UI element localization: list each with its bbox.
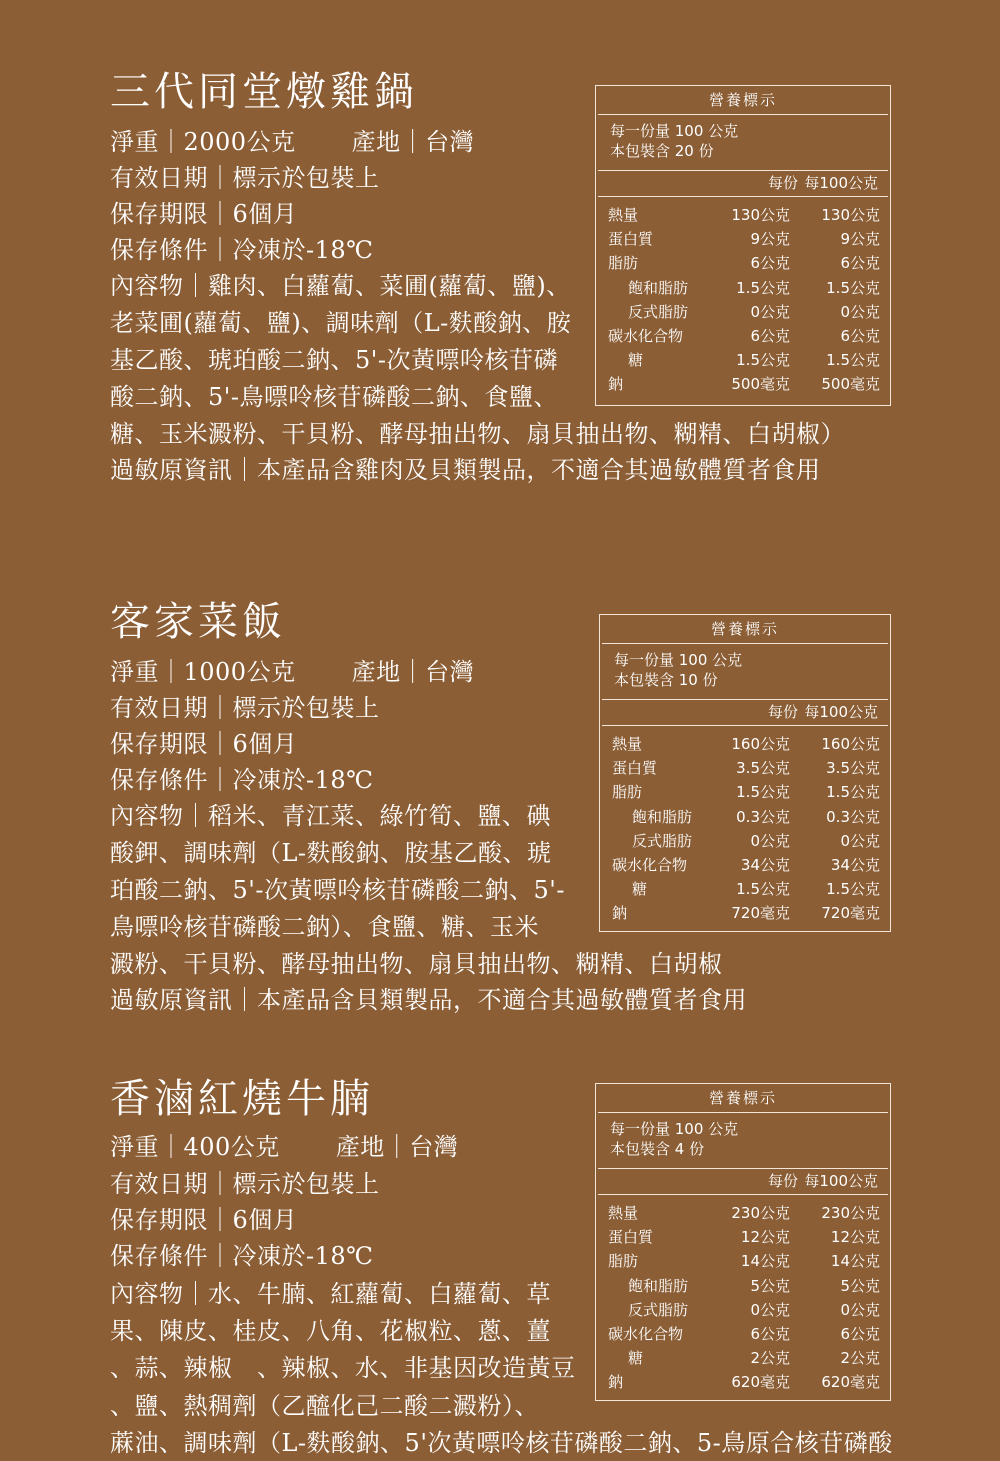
allergen-line bbox=[110, 982, 747, 1018]
nutrition-row bbox=[596, 372, 890, 396]
nutrition-row bbox=[596, 348, 890, 372]
per-100g-value: 0公克 bbox=[840, 1300, 880, 1319]
serving-info bbox=[598, 115, 888, 171]
per-100g-value: 1.5公克 bbox=[826, 278, 880, 297]
nutrient-name: 飽和脂肪 bbox=[628, 1276, 689, 1295]
contents-label: 內容物｜ bbox=[110, 272, 208, 300]
storage-label: 保存條件｜ bbox=[110, 766, 233, 794]
origin-label: 產地｜ bbox=[335, 1133, 410, 1161]
allergen-text: 本產品含貝類製品，不適合其過敏體質者食用 bbox=[257, 986, 747, 1014]
per-serving-value: 1.5公克 bbox=[736, 278, 790, 297]
nutrient-name: 脂肪 bbox=[612, 783, 643, 802]
shelf-life-line bbox=[110, 196, 297, 232]
storage-line bbox=[110, 762, 374, 798]
nutrient-name: 反式脂肪 bbox=[628, 302, 689, 321]
per-100g-header: 每100公克 bbox=[804, 703, 878, 721]
per-serving-value: 14公克 bbox=[740, 1252, 790, 1271]
serving-info bbox=[602, 644, 888, 700]
nutrient-name: 碳水化合物 bbox=[608, 1324, 684, 1343]
nutrition-facts-table bbox=[595, 1083, 891, 1401]
nutrition-row bbox=[596, 1346, 890, 1370]
storage-label: 保存條件｜ bbox=[110, 1242, 233, 1270]
per-serving-header: 每份 bbox=[767, 174, 798, 192]
per-100g-value: 0.3公克 bbox=[826, 807, 880, 826]
net-weight-line bbox=[110, 1129, 458, 1165]
contents-label: 內容物｜ bbox=[110, 802, 208, 830]
per-serving-value: 0公克 bbox=[750, 1300, 790, 1319]
per-100g-value: 3.5公克 bbox=[826, 759, 880, 778]
nutrition-row bbox=[596, 1274, 890, 1298]
nutrition-header-row bbox=[602, 700, 888, 726]
per-100g-value: 130公克 bbox=[821, 206, 880, 224]
nutrition-row bbox=[596, 1201, 890, 1225]
contents-line bbox=[110, 798, 551, 834]
nutrition-row bbox=[600, 901, 890, 925]
contents-line: 基乙酸、琥珀酸二鈉、5'-次黃嘌呤核苷磷 bbox=[110, 346, 558, 374]
per-100g-value: 6公克 bbox=[840, 1324, 880, 1343]
allergen-label: 過敏原資訊｜ bbox=[110, 456, 257, 484]
contents-line: 酸二鈉、5'-鳥嘌呤核苷磷酸二鈉、食鹽、 bbox=[110, 383, 558, 411]
servings-per-package: 本包裝含 20 份 bbox=[610, 142, 714, 160]
per-serving-header: 每份 bbox=[767, 703, 798, 721]
nutrient-name: 飽和脂肪 bbox=[628, 278, 689, 297]
per-serving-value: 5公克 bbox=[750, 1276, 790, 1295]
storage-value: 冷凍於-18℃ bbox=[232, 766, 374, 794]
per-100g-value: 6公克 bbox=[840, 326, 880, 345]
per-100g-value: 720毫克 bbox=[821, 904, 880, 923]
per-serving-value: 3.5公克 bbox=[736, 759, 790, 778]
nutrient-name: 熱量 bbox=[608, 206, 639, 224]
nutrient-name: 碳水化合物 bbox=[608, 326, 684, 345]
nutrition-row bbox=[600, 756, 890, 780]
nutrient-name: 糖 bbox=[628, 1349, 644, 1368]
origin-label: 產地｜ bbox=[351, 128, 426, 156]
per-serving-value: 34公克 bbox=[740, 855, 790, 874]
per-serving-value: 1.5公克 bbox=[736, 880, 790, 899]
origin-label: 產地｜ bbox=[351, 658, 426, 686]
allergen-label: 過敏原資訊｜ bbox=[110, 986, 257, 1014]
nutrient-name: 蛋白質 bbox=[608, 230, 654, 249]
per-serving-value: 230公克 bbox=[731, 1204, 790, 1222]
net-weight-label: 淨重｜ bbox=[110, 128, 184, 156]
serving-info bbox=[598, 1113, 888, 1169]
per-100g-value: 1.5公克 bbox=[826, 351, 880, 370]
nutrition-row bbox=[596, 1249, 890, 1273]
per-100g-value: 12公克 bbox=[830, 1228, 880, 1247]
nutrition-row bbox=[596, 1322, 890, 1346]
nutrition-row bbox=[596, 324, 890, 348]
nutrient-name: 蛋白質 bbox=[608, 1228, 654, 1247]
nutrition-row bbox=[596, 1370, 890, 1394]
per-serving-value: 130公克 bbox=[731, 206, 790, 224]
product-title: 三代同堂燉雞鍋 bbox=[110, 69, 418, 115]
per-100g-value: 34公克 bbox=[830, 855, 880, 874]
nutrition-row bbox=[596, 1225, 890, 1249]
shelf-life-label: 保存期限｜ bbox=[110, 730, 233, 758]
nutrient-name: 鈉 bbox=[608, 1373, 624, 1392]
expiry-value: 標示於包裝上 bbox=[232, 1170, 380, 1198]
nutrition-title: 營養標示 bbox=[598, 1084, 888, 1113]
contents-line: 老菜圃(蘿蔔、鹽)、調味劑（L-麩酸鈉、胺 bbox=[110, 309, 572, 337]
nutrition-row bbox=[600, 732, 890, 756]
allergen-line bbox=[110, 452, 821, 488]
nutrient-name: 熱量 bbox=[608, 1204, 639, 1222]
nutrition-rows bbox=[596, 1195, 890, 1395]
nutrition-row bbox=[596, 300, 890, 324]
storage-value: 冷凍於-18℃ bbox=[232, 236, 374, 264]
per-serving-value: 6公克 bbox=[750, 254, 790, 273]
shelf-life-line bbox=[110, 726, 297, 762]
nutrition-facts-table bbox=[599, 614, 891, 932]
servings-per-package: 本包裝含 10 份 bbox=[614, 671, 718, 689]
contents-text: 稻米、青江菜、綠竹筍、鹽、碘 bbox=[208, 802, 551, 830]
per-serving-value: 12公克 bbox=[740, 1228, 790, 1247]
per-serving-value: 720毫克 bbox=[731, 904, 790, 923]
nutrient-name: 脂肪 bbox=[608, 1252, 639, 1271]
servings-per-package: 本包裝含 4 份 bbox=[610, 1140, 705, 1158]
per-100g-value: 160公克 bbox=[821, 735, 880, 753]
nutrition-row bbox=[596, 1298, 890, 1322]
per-serving-value: 6公克 bbox=[750, 1324, 790, 1343]
per-100g-header: 每100公克 bbox=[804, 1172, 878, 1190]
serving-size: 每一份量 100 公克 bbox=[610, 1120, 739, 1138]
net-weight-label: 淨重｜ bbox=[110, 658, 184, 686]
per-serving-value: 6公克 bbox=[750, 326, 790, 345]
shelf-life-value: 6個月 bbox=[232, 730, 298, 758]
net-weight-label: 淨重｜ bbox=[110, 1133, 184, 1161]
shelf-life-label: 保存期限｜ bbox=[110, 200, 233, 228]
per-serving-value: 0公克 bbox=[750, 302, 790, 321]
per-100g-value: 5公克 bbox=[840, 1276, 880, 1295]
shelf-life-value: 6個月 bbox=[232, 200, 298, 228]
per-100g-value: 14公克 bbox=[830, 1252, 880, 1271]
nutrient-name: 飽和脂肪 bbox=[632, 807, 693, 826]
nutrition-row bbox=[596, 251, 890, 275]
nutrient-name: 糖 bbox=[632, 880, 648, 899]
shelf-life-label: 保存期限｜ bbox=[110, 1206, 233, 1234]
nutrition-row bbox=[596, 227, 890, 251]
contents-line: 鳥嘌呤核苷磷酸二鈉）、食鹽、糖、玉米 bbox=[110, 913, 539, 941]
net-weight-value: 2000公克 bbox=[183, 128, 296, 156]
per-serving-value: 500毫克 bbox=[731, 375, 790, 394]
expiry-line bbox=[110, 690, 380, 726]
per-100g-value: 230公克 bbox=[821, 1204, 880, 1222]
per-serving-value: 1.5公克 bbox=[736, 351, 790, 370]
per-100g-value: 1.5公克 bbox=[826, 783, 880, 802]
product-title: 客家菜飯 bbox=[110, 599, 286, 645]
storage-line bbox=[110, 232, 374, 268]
per-100g-value: 500毫克 bbox=[821, 375, 880, 394]
nutrient-name: 鈉 bbox=[612, 904, 628, 923]
shelf-life-line bbox=[110, 1202, 297, 1238]
per-100g-value: 1.5公克 bbox=[826, 880, 880, 899]
nutrition-rows bbox=[600, 726, 890, 926]
expiry-value: 標示於包裝上 bbox=[232, 164, 380, 192]
per-100g-value: 6公克 bbox=[840, 254, 880, 273]
nutrition-facts-table bbox=[595, 85, 891, 406]
per-serving-value: 0公克 bbox=[750, 831, 790, 850]
per-serving-value: 9公克 bbox=[750, 230, 790, 249]
origin-value: 台灣 bbox=[409, 1133, 459, 1161]
contents-text: 水、牛腩、紅蘿蔔、白蘿蔔、草 bbox=[208, 1280, 551, 1308]
nutrient-name: 鈉 bbox=[608, 375, 624, 394]
per-100g-value: 0公克 bbox=[840, 831, 880, 850]
per-100g-value: 0公克 bbox=[840, 302, 880, 321]
expiry-line bbox=[110, 1166, 380, 1202]
net-weight-value: 1000公克 bbox=[183, 658, 296, 686]
nutrition-title: 營養標示 bbox=[598, 86, 888, 115]
nutrition-row bbox=[600, 853, 890, 877]
expiry-label: 有效日期｜ bbox=[110, 694, 233, 722]
per-100g-value: 620毫克 bbox=[821, 1373, 880, 1392]
nutrient-name: 反式脂肪 bbox=[628, 1300, 689, 1319]
nutrition-row bbox=[600, 829, 890, 853]
contents-line bbox=[110, 268, 571, 304]
nutrient-name: 蛋白質 bbox=[612, 759, 658, 778]
nutrient-name: 反式脂肪 bbox=[632, 831, 693, 850]
contents-line: 蔴油、調味劑（L-麩酸鈉、5'次黃嘌呤核苷磷酸二鈉、5-鳥原合核苷磷酸 bbox=[110, 1429, 893, 1457]
origin-value: 台灣 bbox=[425, 128, 475, 156]
nutrient-name: 脂肪 bbox=[608, 254, 639, 273]
per-serving-value: 160公克 bbox=[731, 735, 790, 753]
per-serving-value: 0.3公克 bbox=[736, 807, 790, 826]
per-100g-header: 每100公克 bbox=[804, 174, 878, 192]
contents-line: 澱粉、干貝粉、酵母抽出物、扇貝抽出物、糊精、白胡椒 bbox=[110, 950, 723, 978]
net-weight-line bbox=[110, 124, 474, 160]
nutrient-name: 碳水化合物 bbox=[612, 855, 688, 874]
storage-line bbox=[110, 1238, 374, 1274]
per-serving-value: 620毫克 bbox=[731, 1373, 790, 1392]
allergen-text: 本產品含雞肉及貝類製品，不適合其過敏體質者食用 bbox=[257, 456, 821, 484]
nutrient-name: 熱量 bbox=[612, 735, 643, 753]
nutrition-row bbox=[600, 805, 890, 829]
expiry-label: 有效日期｜ bbox=[110, 1170, 233, 1198]
per-100g-value: 9公克 bbox=[840, 230, 880, 249]
product-title: 香滷紅燒牛腩 bbox=[110, 1076, 374, 1122]
contents-text: 雞肉、白蘿蔔、菜圃(蘿蔔、鹽)、 bbox=[208, 272, 571, 300]
contents-line: 珀酸二鈉、5'-次黃嘌呤核苷磷酸二鈉、5'- bbox=[110, 876, 565, 904]
nutrition-header-row bbox=[598, 1169, 888, 1195]
shelf-life-value: 6個月 bbox=[232, 1206, 298, 1234]
per-serving-value: 2公克 bbox=[750, 1349, 790, 1368]
expiry-label: 有效日期｜ bbox=[110, 164, 233, 192]
storage-value: 冷凍於-18℃ bbox=[232, 1242, 374, 1270]
contents-label: 內容物｜ bbox=[110, 1280, 208, 1308]
expiry-line bbox=[110, 160, 380, 196]
nutrition-title: 營養標示 bbox=[602, 615, 888, 644]
serving-size: 每一份量 100 公克 bbox=[610, 122, 739, 140]
nutrition-row bbox=[600, 877, 890, 901]
serving-size: 每一份量 100 公克 bbox=[614, 651, 743, 669]
nutrition-row bbox=[596, 276, 890, 300]
nutrition-rows bbox=[596, 197, 890, 397]
contents-line: 酸鉀、調味劑（L-麩酸鈉、胺基乙酸、琥 bbox=[110, 839, 552, 867]
per-serving-value: 1.5公克 bbox=[736, 783, 790, 802]
nutrition-header-row bbox=[598, 171, 888, 197]
contents-line: 果、陳皮、桂皮、八角、花椒粒、蔥、薑 bbox=[110, 1317, 551, 1345]
contents-line bbox=[110, 1276, 551, 1312]
per-100g-value: 2公克 bbox=[840, 1349, 880, 1368]
origin-value: 台灣 bbox=[425, 658, 475, 686]
contents-line: 、鹽、熱稠劑（乙醯化己二酸二澱粉）、 bbox=[110, 1392, 539, 1420]
storage-label: 保存條件｜ bbox=[110, 236, 233, 264]
nutrient-name: 糖 bbox=[628, 351, 644, 370]
net-weight-line bbox=[110, 654, 474, 690]
per-serving-header: 每份 bbox=[767, 1172, 798, 1190]
contents-line: 糖、玉米澱粉、干貝粉、酵母抽出物、扇貝抽出物、糊精、白胡椒） bbox=[110, 420, 845, 448]
net-weight-value: 400公克 bbox=[183, 1133, 280, 1161]
nutrition-row bbox=[596, 203, 890, 227]
nutrition-row bbox=[600, 780, 890, 804]
expiry-value: 標示於包裝上 bbox=[232, 694, 380, 722]
contents-line: 、蒜、辣椒 、辣椒、水、非基因改造黃豆 bbox=[110, 1354, 576, 1382]
